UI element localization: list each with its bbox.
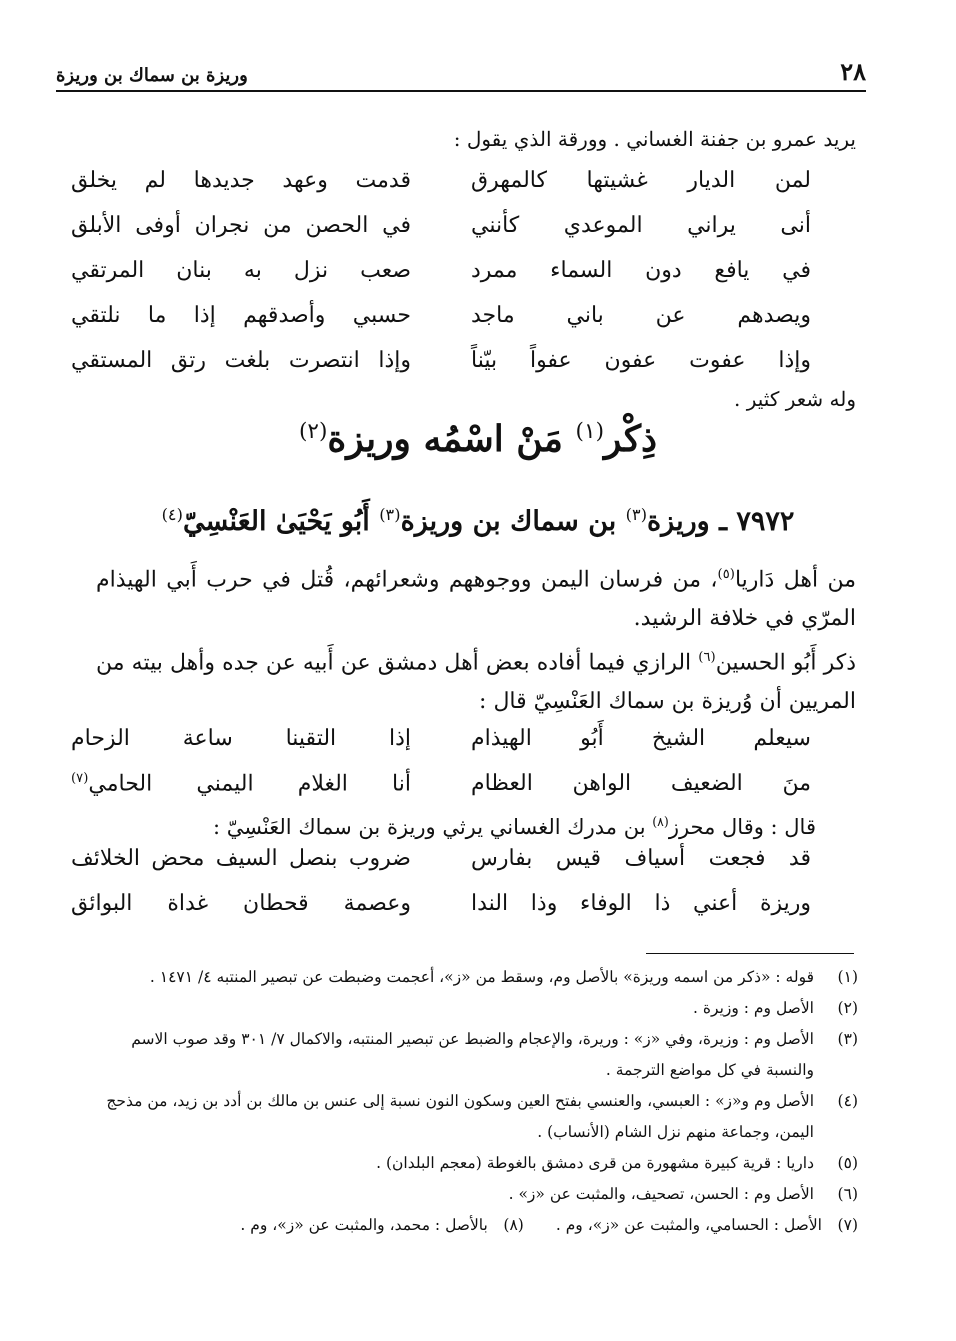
footnote-text: قوله : «ذكر من اسمه وريزة» بالأصل وم، وسقط من «ز»، أعجمت وضبطت عن تبصير المنتبه ٤/ ١٤٧١ . — [149, 968, 814, 986]
poem-3 — [71, 836, 811, 926]
footnote — [98, 1024, 858, 1086]
verse-second-hemistich: وإذا انتصرت بلغت رتق المستقي — [71, 348, 411, 373]
footnote — [98, 993, 858, 1024]
page-number: ٢٨ — [840, 57, 866, 86]
paragraph: ذكر أَبُو الحسين$^{(٦)}$ الرازي فيما أفاده بعض أهل دمشق عن أَبيه عن جده وأهل بيته من المريين أن وُريزة بن سماك العَنْسِيّ قال : — [96, 650, 856, 715]
verse-second-hemistich: قدمت وعهد جديدها لم يخلق — [71, 168, 411, 193]
paragraph: من أهل دَاريا$^{(٥)}$، من فرسان اليمن ووجوههم وشعرائهم، قُتل في حرب أَبي الهيذام المرّي في خلافة الرشيد. — [96, 567, 856, 632]
footnote-text: الأصل وم و«ز» : العبسي، والعنسي بفتح العين وسكون النون نسبة إلى عنس بن مالك بن أدد بن زيد، من مذحج اليمن، وجماعة منهم نزل الشام (الأنساب) . — [106, 1092, 814, 1141]
verse-second-hemistich: حسبي وأصدقهم إذا ما نلتقي — [71, 303, 411, 328]
verse-first-hemistich: في يافع دون السماء ممرد — [471, 258, 811, 283]
intro-line: يريد عمرو بن جفنة الغساني . وورقة الذي يقول : — [453, 127, 856, 151]
verse-second-hemistich: في الحصن من نجران أوفى الأبلق — [71, 213, 411, 238]
footnote-text: الأصل : الحسامي، والمثبت عن «ز»، وم . — [555, 1216, 822, 1234]
verse-line — [71, 761, 811, 806]
footnote-number: (٧) — [837, 1216, 858, 1234]
paragraph: قال : وقال محرز$^{(٨)}$ بن مدرك الغساني يرثي وريزة بن سماك العَنْسِيّ : — [212, 814, 816, 839]
section-title: ذِكْر$^{(١)}$ مَنْ اسْمُه وريزة$^{(٢)}$ — [298, 418, 658, 460]
footnote-text: الأصل وم : الحسن، تصحيف، والمثبت عن «ز» . — [508, 1185, 814, 1203]
verse-first-hemistich: ويصدهم عن باني ماجد — [471, 303, 811, 328]
verse-line — [71, 881, 811, 926]
verse-line — [71, 248, 811, 293]
footnote-text: بالأصل : محمد، والمثبت عن «ز»، وم . — [240, 1216, 488, 1234]
footnote-number: (٦) — [837, 1185, 858, 1203]
verse-first-hemistich: أنى يراني الموعدي كأنني — [471, 213, 811, 238]
footnote-number: (٣) — [837, 1030, 858, 1048]
footnote-number: (٨) — [503, 1216, 524, 1234]
verse-first-hemistich: منَ الضعيف الواهن العظام — [471, 771, 811, 796]
verse-first-hemistich: لمن الديار غشيتها كالمهرق — [471, 168, 811, 193]
footnote-ref: (٤) — [161, 505, 183, 524]
closing-line: وله شعر كثير . — [734, 387, 856, 411]
poem-1 — [71, 158, 811, 383]
verse-second-hemistich: أنا الغلام اليمني الحامي$^{(٧)}$ — [71, 770, 411, 797]
footnote-ref: (٦) — [698, 650, 716, 665]
footnote-ref: (٥) — [717, 567, 735, 582]
verse-line — [71, 716, 811, 761]
verse-line — [71, 338, 811, 383]
footnote — [98, 1179, 858, 1210]
footnote — [240, 1210, 523, 1241]
footnote-number: (٥) — [837, 1154, 858, 1172]
page-header — [56, 50, 866, 92]
footnote-number: (٢) — [837, 999, 858, 1017]
footnotes — [98, 962, 858, 1241]
footnote-ref: (٨) — [652, 814, 669, 829]
verse-line — [71, 293, 811, 338]
verse-second-hemistich: ضروب بنصل السيف محض الخلائف — [71, 846, 411, 871]
verse-second-hemistich: إذا التقينا ساعة الزحام — [71, 726, 411, 751]
footnote-number: (١) — [837, 968, 858, 986]
footnote-divider — [646, 953, 854, 954]
verse-first-hemistich: وإذا عفوت عفون عفواً بيّناً — [471, 348, 811, 373]
entry-heading: ٧٩٧٢ ـ وريزة$^{(٣)}$ بن سماك بن وريزة$^{(٣)}$ أَبُو يَحْيَىٰ العَنْسِيّ$^{(٤)}$ — [161, 505, 795, 537]
footnote-text: الأصل وم : وزيرة، وفي «ز» : وريرة، والإعجام والضبط عن تبصير المنتبه، والاكمال ٧/ ٣٠١ وقد صوب الاسم والنسبة في كل مواضع الترجمة . — [131, 1030, 814, 1079]
footnote-ref: (٢) — [298, 419, 328, 444]
verse-first-hemistich: قد فجعت أسياف قيس بفارس — [471, 846, 811, 871]
poem-2 — [71, 716, 811, 806]
footnote-text: الأصل وم : وزيرة . — [693, 999, 814, 1017]
footnote-text: داريا : قرية كبيرة مشهورة من قرى دمشق بالغوطة (معجم البلدان) . — [376, 1154, 814, 1172]
footnote-ref: (٣) — [625, 505, 648, 524]
verse-line — [71, 836, 811, 881]
footnote — [556, 1210, 858, 1241]
verse-line — [71, 158, 811, 203]
verse-first-hemistich: سيعلم الشيخ أَبُو الهيذام — [471, 726, 811, 751]
footnote-ref: (٣) — [379, 505, 401, 524]
footnote-row — [98, 1210, 858, 1241]
footnote — [98, 962, 858, 993]
footnote — [98, 1086, 858, 1148]
footnote-ref: (٧) — [71, 770, 89, 786]
running-title: وريزة بن سماك بن وريزة — [56, 65, 248, 86]
footnote-ref: (١) — [575, 419, 604, 444]
footnote-number: (٤) — [837, 1092, 858, 1110]
verse-second-hemistich: صعب نزل به بنان المرتقي — [71, 258, 411, 283]
verse-first-hemistich: وريزة أعني ذا الوفاء وذا الندا — [471, 891, 811, 916]
verse-line — [71, 203, 811, 248]
verse-second-hemistich: وعصمة قحطان غداة البوائق — [71, 891, 411, 916]
footnote — [98, 1148, 858, 1179]
